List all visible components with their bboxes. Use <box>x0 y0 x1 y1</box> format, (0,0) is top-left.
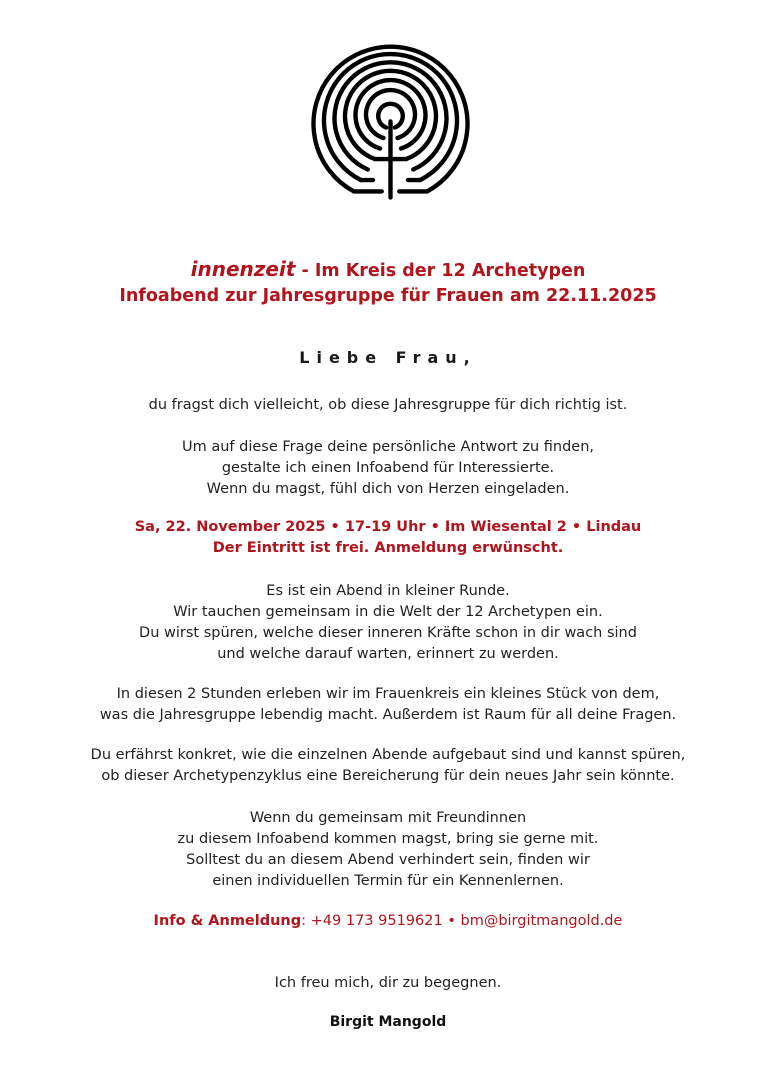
closing: Ich freu mich, dir zu begegnen. <box>274 975 502 991</box>
event-admission: Der Eintritt ist frei. Anmeldung erwünscht. <box>212 540 564 556</box>
contact-phone[interactable]: +49 173 9519621 <box>310 913 443 929</box>
text-line: Wenn du gemeinsam mit Freundinnen <box>249 810 527 826</box>
greeting: Liebe Frau, <box>299 348 477 367</box>
text-line: was die Jahresgruppe lebendig macht. Außerdem ist Raum für all deine Fragen. <box>99 707 677 723</box>
contact-bullet: • <box>442 913 461 929</box>
text-line: Du erfährst konkret, wie die einzelnen Abende aufgebaut sind und kannst spüren, <box>90 747 686 763</box>
text-line: Solltest du an diesem Abend verhindert sein, finden wir <box>186 852 590 868</box>
event-date-location: Sa, 22. November 2025 • 17-19 Uhr • Im Wiesental 2 • Lindau <box>134 519 642 535</box>
labyrinth-logo <box>303 22 478 212</box>
paragraph-intro <box>0 395 776 416</box>
text-line: einen individuellen Termin für ein Kennenlernen. <box>212 873 564 889</box>
contact-separator: : <box>301 913 311 929</box>
contact-label: Info & Anmeldung <box>153 913 302 929</box>
labyrinth-icon <box>303 22 478 212</box>
event-title <box>0 257 776 309</box>
event-details <box>0 517 776 559</box>
subtitle: Infoabend zur Jahresgruppe für Frauen am 22.11.2025 <box>119 286 657 306</box>
paragraph-friends <box>0 808 776 892</box>
text-line: du fragst dich vielleicht, ob diese Jahresgruppe für dich richtig ist. <box>148 397 628 413</box>
text-line: Es ist ein Abend in kleiner Runde. <box>266 583 510 599</box>
text-line: zu diesem Infoabend kommen magst, bring sie gerne mit. <box>177 831 599 847</box>
text-line: Um auf diese Frage deine persönliche Antwort zu finden, <box>181 439 594 455</box>
paragraph-details <box>0 745 776 787</box>
text-line: Wir tauchen gemeinsam in die Welt der 12 Archetypen ein. <box>173 604 603 620</box>
text-line: ob dieser Archetypenzyklus eine Bereicherung für dein neues Jahr sein könnte. <box>101 768 675 784</box>
signature: Birgit Mangold <box>329 1014 447 1030</box>
contact-email[interactable]: bm@birgitmangold.de <box>460 913 623 929</box>
brand-name: innenzeit <box>190 257 296 281</box>
text-line: und welche darauf warten, erinnert zu werden. <box>217 646 559 662</box>
title-text: - Im Kreis der 12 Archetypen <box>295 261 586 281</box>
title-line <box>0 257 776 284</box>
contact-line <box>0 911 776 932</box>
text-line: In diesen 2 Stunden erleben wir im Frauenkreis ein kleines Stück von dem, <box>116 686 660 702</box>
text-line: Wenn du magst, fühl dich von Herzen eingeladen. <box>206 481 570 497</box>
paragraph-description <box>0 581 776 665</box>
text-line: Du wirst spüren, welche dieser inneren Kräfte schon in dir wach sind <box>139 625 637 641</box>
paragraph-experience <box>0 684 776 726</box>
text-line: gestalte ich einen Infoabend für Interessierte. <box>221 460 555 476</box>
paragraph-invitation <box>0 437 776 500</box>
